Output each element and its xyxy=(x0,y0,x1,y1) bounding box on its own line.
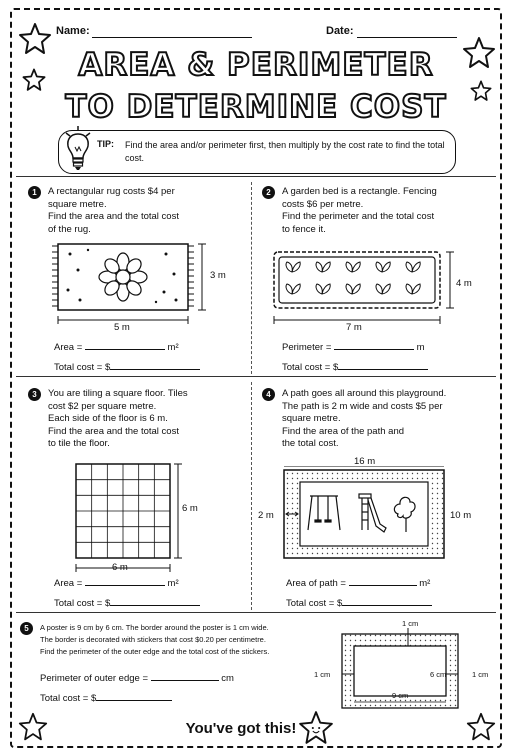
date-field[interactable] xyxy=(357,37,457,38)
tip-box xyxy=(58,130,456,174)
tile-grid-illustration xyxy=(72,460,182,576)
answer-field[interactable] xyxy=(85,349,165,350)
dimension-label: 1 cm xyxy=(314,670,331,679)
answer-field[interactable] xyxy=(334,349,414,350)
answer-field[interactable] xyxy=(338,369,428,370)
answer-field[interactable] xyxy=(96,700,172,701)
answer-line: Total cost = $ xyxy=(40,693,172,704)
question-number: 5 xyxy=(20,622,33,635)
smiling-star-icon xyxy=(298,710,334,746)
answer-field[interactable] xyxy=(342,605,432,606)
dimension-label: 3 m xyxy=(210,270,226,281)
answer-line: Perimeter of outer edge = cm xyxy=(40,673,234,684)
playground-illustration xyxy=(280,466,448,562)
name-field[interactable] xyxy=(92,37,252,38)
dimension-label: 9 cm xyxy=(392,691,409,700)
divider xyxy=(16,376,496,377)
date-label: Date: xyxy=(326,25,354,37)
question-number: 1 xyxy=(28,186,41,199)
dimension-label: 6 m xyxy=(182,503,198,514)
title-line-2: TO DETERMINE COST xyxy=(65,89,447,125)
dimension-label: 1 cm xyxy=(402,619,419,628)
dimension-label: 5 m xyxy=(114,322,130,333)
question-number: 2 xyxy=(262,186,275,199)
answer-line: Area = m² xyxy=(54,578,179,589)
answer-field[interactable] xyxy=(110,605,200,606)
answer-line: Area = m² xyxy=(54,342,179,353)
tip-label: TIP: xyxy=(97,139,114,149)
question-number: 3 xyxy=(28,388,41,401)
question-number: 4 xyxy=(262,388,275,401)
question-text: A rectangular rug costs $4 per square metre. Find the area and the total cost of the rug. xyxy=(48,186,179,235)
title-line-1: AREA & PERIMETER xyxy=(78,47,434,83)
question-text: You are tiling a square floor. Tiles cost $2 per square metre. Each side of the floor is 6 m. Find the area and the total cost to tile the floor. xyxy=(48,388,188,449)
answer-line: Area of path = m² xyxy=(286,578,431,589)
dimension-label: 16 m xyxy=(354,456,376,467)
divider xyxy=(251,182,252,374)
divider xyxy=(16,612,496,613)
answer-field[interactable] xyxy=(349,585,417,586)
garden-bed-illustration xyxy=(270,248,456,332)
star-icon xyxy=(470,80,492,102)
answer-line: Total cost = $ xyxy=(286,598,432,609)
answer-field[interactable] xyxy=(110,369,200,370)
answer-field[interactable] xyxy=(85,585,165,586)
dimension-label: 10 m xyxy=(450,510,472,521)
dimension-label: 2 m xyxy=(258,510,274,521)
question-text: A garden bed is a rectangle. Fencing costs $6 per metre. Find the perimeter and the total cost to fence it. xyxy=(282,186,437,235)
divider xyxy=(251,382,252,610)
dimension-label: 6 cm xyxy=(430,670,447,679)
question-text: A poster is 9 cm by 6 cm. The border around the poster is 1 cm wide. The border is decorated with stickers that cost $0.20 per centimetre. Find the perimeter of the outer edge and the total cost of the stickers. xyxy=(40,623,270,656)
lightbulb-icon xyxy=(63,125,93,171)
dimension-label: 6 m xyxy=(112,562,128,573)
dimension-label: 7 m xyxy=(346,322,362,333)
dimension-label: 4 m xyxy=(456,278,472,289)
question-text: A path goes all around this playground. The path is 2 m wide and costs $5 per square metre. Find the area of the path and the total cost. xyxy=(282,388,447,449)
name-label: Name: xyxy=(56,25,90,37)
divider xyxy=(16,176,496,177)
answer-line: Total cost = $ xyxy=(54,598,200,609)
answer-field[interactable] xyxy=(151,680,219,681)
answer-line: Total cost = $ xyxy=(54,362,200,373)
answer-line: Total cost = $ xyxy=(282,362,428,373)
answer-line: Perimeter = m xyxy=(282,342,425,353)
dimension-label: 1 cm xyxy=(472,670,489,679)
tip-text: Find the area and/or perimeter first, then multiply by the cost rate to find the total cost. xyxy=(125,140,445,163)
closing-message: You've got this! xyxy=(185,720,297,737)
